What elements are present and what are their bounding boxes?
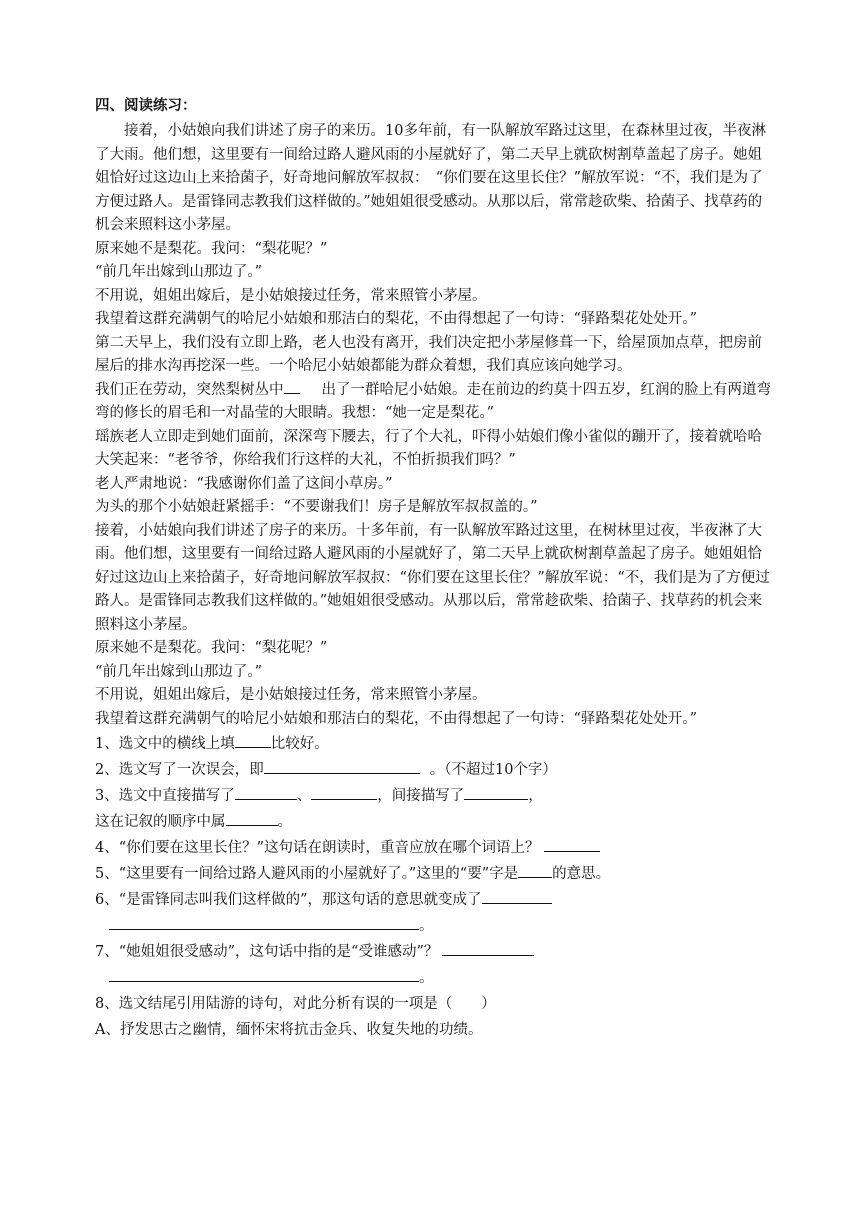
- question-3: [95, 783, 775, 809]
- question-3-end: 。: [277, 814, 292, 830]
- question-3-text: 3、选文中直接描写了: [95, 788, 235, 804]
- section-heading: 四、阅读练习：: [95, 98, 197, 114]
- question-4: [95, 835, 775, 861]
- document-page: [95, 96, 775, 1043]
- question-3-sep: 、: [296, 788, 312, 804]
- paragraph-6: 第二天早上，我们没有立即上路，老人也没有离开，我们决定把小茅屋修葺一下，给屋顶加点草，把房前屋后的排水沟再挖深一些。一个哈尼小姑娘都能为群众着想，我们真应该向她学习。: [95, 334, 762, 374]
- answer-blank[interactable]: [235, 733, 271, 748]
- question-1-text: 1、选文中的横线上填: [95, 736, 235, 752]
- question-3-line-2: [95, 809, 775, 835]
- paragraph-14: 不用说，姐姐出嫁后，是小姑娘接过任务，常来照管小茅屋。: [95, 687, 487, 703]
- paragraph-4: 不用说，姐姐出嫁后，是小姑娘接过任务，常来照管小茅屋。: [95, 287, 487, 304]
- answer-blank[interactable]: [264, 759, 420, 774]
- answer-blank[interactable]: [109, 915, 419, 930]
- question-5: [95, 861, 775, 887]
- question-1-tail: 比较好。: [270, 736, 329, 752]
- question-6-end: 。: [419, 918, 434, 934]
- paragraph-11: 接着，小姑娘向我们讲述了房子的来历。十多年前，有一队解放军路过这里，在树林里过夜，半夜淋了大雨。他们想，这里要有一间给过路人避风雨的小屋就好了，第二天早上就砍树割草盖起了房子。她姐姐恰好过这边山上来拾菌子，好奇地问解放军叔叔：“你们要在这里长住？”解放军说：“不，我们是为了方便过路人。是雷锋同志教我们这样做的。”她姐姐很受感动。从那以后，常常趁砍柴、拾菌子、找草药的机会来照料这小茅屋。: [95, 522, 770, 633]
- answer-blank[interactable]: [482, 889, 552, 904]
- answer-blank[interactable]: [464, 785, 528, 800]
- answer-blank[interactable]: [235, 785, 297, 800]
- question-3-mid: ，间接描写了: [377, 788, 465, 804]
- question-2-text: 2、选文写了一次误会，即: [95, 762, 264, 778]
- question-6-text: 6、“是雷锋同志叫我们这样做的”，那这句话的意思就变成了: [95, 892, 482, 908]
- paragraph-7-before: 我们正在劳动，突然梨树丛中: [95, 381, 284, 398]
- paragraph-10: 为头的那个小姑娘赶紧摇手：“不要谢我们！房子是解放军叔叔盖的。”: [95, 499, 538, 515]
- question-2-tail: 。（不超过10个字）: [429, 762, 557, 778]
- paragraph-1: 接着，小姑娘向我们讲述了房子的来历。10多年前，有一队解放军路过这里，在森林里过夜，半夜淋了大雨。他们想，这里要有一间给过路人避风雨的小屋就好了，第二天早上就砍树割草盖起了房子。她姐姐恰好过这边山上来拾菌子，好奇地问解放军叔叔： “你们要在这里长住？”解放军说：“不，我们是为了方便过路人。是雷锋同志教我们这样做的。”她姐姐很受感动。从那以后，常常趁砍柴、拾菌子、找草药的机会来照料这小茅屋。: [95, 123, 766, 233]
- question-5-tail: 的意思。: [552, 866, 611, 882]
- question-6-line-2: [95, 913, 775, 939]
- question-3-line2-text: 这在记叙的顺序中属: [95, 814, 226, 830]
- paragraph-2: 原来她不是梨花。我问：“梨花呢？”: [95, 240, 328, 257]
- option-a: A、抒发思古之幽情，缅怀宋将抗击金兵、收复失地的功绩。: [95, 1022, 483, 1038]
- question-6: [95, 887, 775, 913]
- question-7-end: 。: [419, 970, 434, 986]
- paragraph-7-after: 出了一群哈尼小姑娘。走在前边的约莫十四五岁，红润的脸上有两道弯弯的修长的眉毛和一对晶莹的大眼睛。我想：“她一定是梨花。”: [95, 381, 771, 421]
- question-7-line-2: [95, 965, 775, 991]
- answer-blank[interactable]: [226, 811, 278, 826]
- fill-blank-line: [284, 379, 300, 394]
- paragraph-9: 老人严肃地说：“我感谢你们盖了这间小草房。”: [95, 475, 393, 492]
- paragraph-8: 瑶族老人立即走到她们面前，深深弯下腰去，行了个大礼，吓得小姑娘们像小雀似的蹦开了，接着就哈哈大笑起来：“老爷爷，你给我们行这样的大礼，不怕折损我们吗？”: [95, 428, 762, 468]
- question-2: [95, 757, 775, 783]
- paragraph-13: “前几年出嫁到山那边了。”: [95, 663, 263, 680]
- paragraph-15: 我望着这群充满朝气的哈尼小姑娘和那洁白的梨花，不由得想起了一句诗：“驿路梨花处处开。”: [95, 710, 698, 727]
- answer-blank[interactable]: [518, 863, 552, 878]
- question-5-text: 5、“这里要有一间给过路人避风雨的小屋就好了。”这里的“要”字是: [95, 866, 519, 882]
- question-1: [95, 731, 775, 757]
- paragraph-3: “前几年出嫁到山那边了。”: [95, 264, 263, 280]
- answer-blank[interactable]: [109, 967, 419, 982]
- answer-blank[interactable]: [544, 837, 600, 852]
- question-7-text: 7、“她姐姐很受感动”，这句话中指的是“受谁感动”？: [95, 944, 439, 960]
- question-8: 8、选文结尾引用陆游的诗句，对此分析有误的一项是（ ）: [95, 996, 496, 1012]
- question-7: [95, 939, 775, 965]
- paragraph-7: [95, 379, 775, 426]
- answer-blank[interactable]: [311, 785, 377, 800]
- question-3-comma: ，: [528, 788, 543, 804]
- paragraph-12: 原来她不是梨花。我问：“梨花呢？”: [95, 640, 328, 656]
- question-4-text: 4、“你们要在这里长住？”这句话在朗读时，重音应放在哪个词语上？: [95, 840, 540, 856]
- paragraph-5: 我望着这群充满朝气的哈尼小姑娘和那洁白的梨花，不由得想起了一句诗：“驿路梨花处处开。”: [95, 311, 698, 327]
- answer-blank[interactable]: [442, 941, 534, 956]
